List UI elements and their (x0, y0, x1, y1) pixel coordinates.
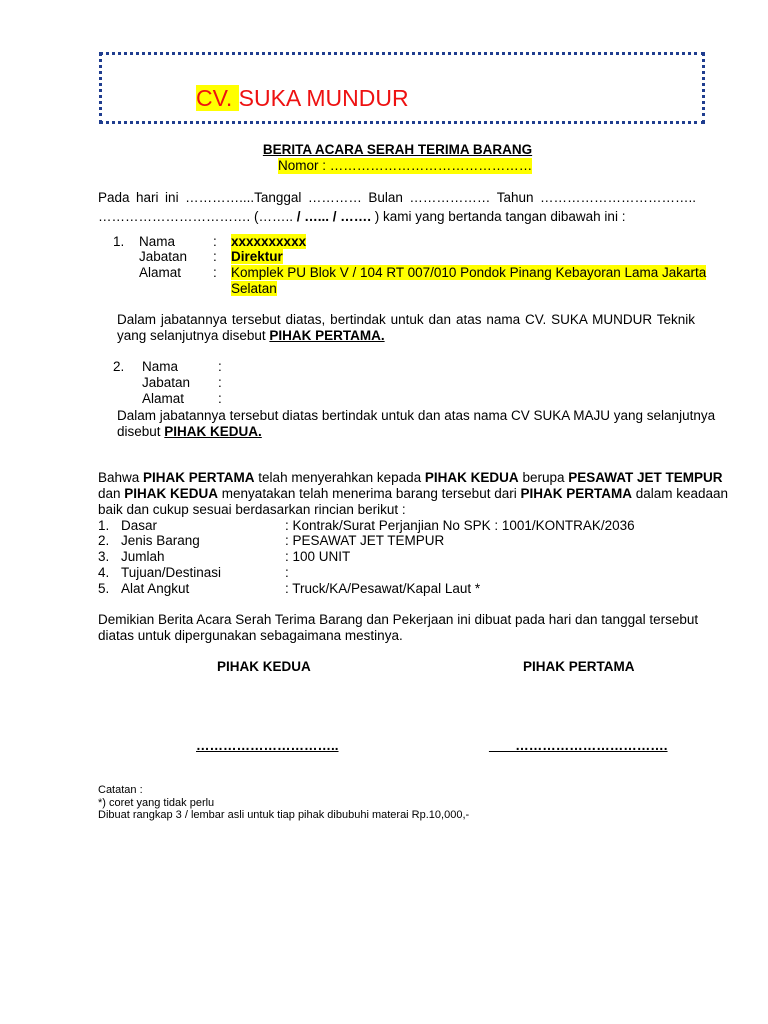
detail-num: 3. (98, 549, 110, 564)
notes-label: Catatan : (98, 784, 143, 796)
detail-num: 5. (98, 581, 110, 596)
notes-line1: *) coret yang tidak perlu (98, 797, 215, 809)
bahwa-l2-a: dan (98, 486, 125, 501)
party1-desc-text: yang selanjutnya disebut (117, 328, 270, 343)
party1-label-alamat: Alamat (139, 265, 182, 280)
bahwa-l1-f: PESAWAT JET TEMPUR (568, 470, 723, 485)
intro-kami: kami yang bertanda tangan dibawah ini : (379, 209, 626, 224)
detail-label: Tujuan/Destinasi (121, 565, 222, 580)
company-name-text: SUKA MUNDUR (238, 85, 409, 111)
detail-value: : 100 UNIT (285, 549, 351, 564)
intro-paren-open: (…….. (250, 209, 294, 224)
party2-desc-line2 (117, 424, 262, 440)
intro-dots: ……………………………. (98, 209, 251, 224)
party2-number: 2. (113, 359, 125, 374)
bahwa-l1-d: PIHAK KEDUA (424, 470, 519, 485)
party2-colon-jabatan: : (218, 375, 222, 390)
bahwa-l1-c: telah menyerahkan kepada (254, 470, 425, 485)
intro-line-1: Pada hari ini …………....Tanggal ………… Bulan ……………… Tahun …………………………….. (98, 190, 696, 205)
party1-desc-line2 (117, 328, 385, 344)
intro-paren-close: ) (371, 209, 380, 224)
bahwa-l1-e: berupa (518, 470, 569, 485)
party2-label-jabatan: Jabatan (142, 375, 191, 390)
party1-colon-jabatan: : (213, 249, 217, 264)
bahwa-line3: baik dan cukup sesuai berdasarkan rincian berikut : (98, 502, 406, 517)
bahwa-l2-b: PIHAK KEDUA (124, 486, 219, 501)
detail-label: Alat Angkut (121, 581, 190, 596)
party2-colon-alamat: : (218, 391, 222, 406)
party1-colon-alamat: : (213, 265, 217, 280)
detail-value: : Kontrak/Surat Perjanjian No SPK : 1001/KONTRAK/2036 (285, 518, 635, 533)
detail-label: Dasar (121, 518, 158, 533)
notes-line2: Dibuat rangkap 3 / lembar asli untuk tiap pihak dibubuhi materai Rp.10,000,- (98, 809, 470, 821)
party1-label-jabatan: Jabatan (139, 249, 188, 264)
party2-desc-bold: PIHAK KEDUA. (164, 424, 262, 439)
bahwa-l1-a: Bahwa (98, 470, 144, 485)
party1-colon-nama: : (213, 234, 217, 249)
party1-desc-line1: Dalam jabatannya tersebut diatas, bertindak untuk dan atas nama CV. SUKA MUNDUR Teknik (117, 312, 695, 327)
bahwa-line1 (98, 470, 723, 486)
detail-value: : (285, 565, 289, 580)
signature-right-title: PIHAK PERTAMA (523, 659, 635, 674)
company-prefix: CV. (196, 85, 239, 111)
detail-num: 2. (98, 533, 110, 548)
bahwa-l2-c: menyatakan telah menerima barang tersebut dari (218, 486, 521, 501)
bahwa-l2-e: dalam keadaan (631, 486, 729, 501)
signature-right-line: ___ ……………………………. (489, 738, 668, 753)
intro-date: / …... / ……. (293, 209, 372, 224)
party1-nama: xxxxxxxxxx (231, 234, 307, 249)
party1-label-nama: Nama (139, 234, 176, 249)
signature-left-title: PIHAK KEDUA (217, 659, 311, 674)
party2-desc-text: disebut (117, 424, 165, 439)
detail-value: : Truck/KA/Pesawat/Kapal Laut * (285, 581, 481, 596)
intro-line-2 (98, 209, 625, 225)
bahwa-line2 (98, 486, 729, 502)
party1-alamat-line1: Komplek PU Blok V / 104 RT 007/010 Pondok Pinang Kebayoran Lama Jakarta (231, 265, 707, 280)
company-name (196, 84, 409, 112)
party1-jabatan: Direktur (231, 249, 283, 264)
party2-label-nama: Nama (142, 359, 179, 374)
detail-label: Jenis Barang (121, 533, 200, 548)
closing-line2: diatas untuk dipergunakan sebagaimana mestinya. (98, 628, 403, 643)
detail-num: 4. (98, 565, 110, 580)
party1-desc-bold: PIHAK PERTAMA. (269, 328, 385, 343)
document-title: BERITA ACARA SERAH TERIMA BARANG (262, 142, 533, 157)
document-number: Nomor : ……………………………………… (278, 158, 533, 173)
party1-alamat-line2: Selatan (231, 281, 277, 296)
bahwa-l2-d: PIHAK PERTAMA (520, 486, 632, 501)
party2-colon-nama: : (218, 359, 222, 374)
detail-label: Jumlah (121, 549, 165, 564)
party1-number: 1. (113, 234, 125, 249)
signature-left-line: ………………………….. (196, 738, 339, 753)
party2-label-alamat: Alamat (142, 391, 185, 406)
bahwa-l1-b: PIHAK PERTAMA (143, 470, 255, 485)
detail-value: : PESAWAT JET TEMPUR (285, 533, 445, 548)
party2-desc-line1: Dalam jabatannya tersebut diatas bertindak untuk dan atas nama CV SUKA MAJU yang selanjutnya (117, 408, 716, 423)
closing-line1: Demikian Berita Acara Serah Terima Barang dan Pekerjaan ini dibuat pada hari dan tanggal tersebut (98, 612, 699, 627)
detail-num: 1. (98, 518, 110, 533)
